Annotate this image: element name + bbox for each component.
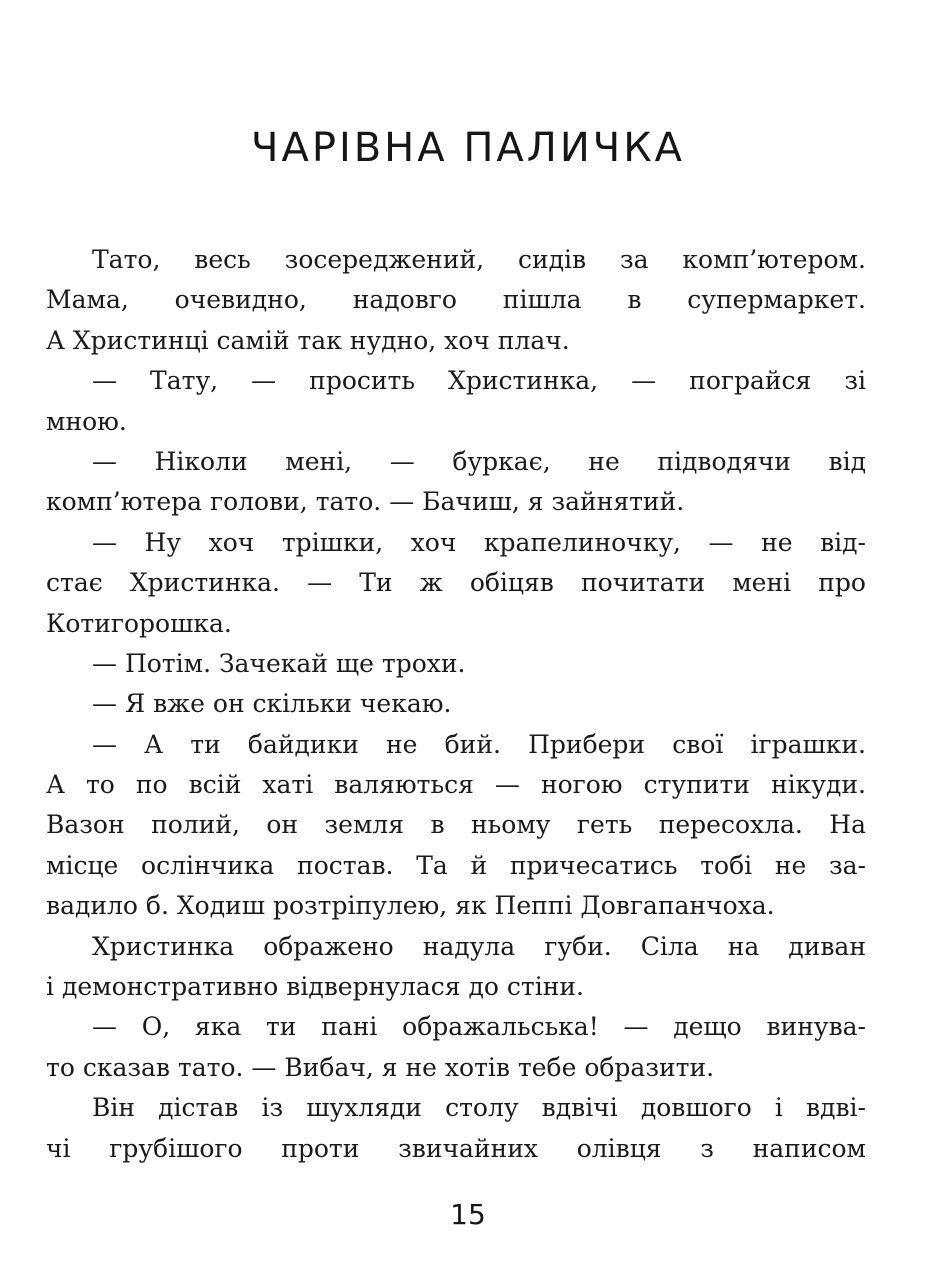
text-line: Тато, весь зосереджений, сидів за комп’ютером.: [92, 245, 866, 274]
text-line: і демонстративно відвернулася до стіни.: [46, 972, 584, 1002]
page-number: 15: [450, 1198, 486, 1231]
text-line: Котигорошка.: [46, 608, 232, 638]
text-line: — Я вже он скільки чекаю.: [92, 689, 452, 719]
text-line: мною.: [46, 406, 127, 436]
text-line: Вазон полий, он земля в ньому геть пересохла. На: [46, 810, 866, 840]
text-line: А Христинці самій так нудно, хоч плач.: [46, 325, 570, 355]
text-line: — Ніколи мені, — буркає, не підводячи від: [92, 446, 866, 476]
text-line: — О, яка ти пані ображальська! — дещо винува-: [92, 1012, 866, 1042]
text-line: — А ти байдики не бий. Прибери свої іграшки.: [92, 729, 866, 759]
text-line: Він дістав із шухляди столу вдвічі довшого і вдві-: [92, 1093, 866, 1123]
text-line: — Потім. Зачекай ще трохи.: [92, 648, 466, 678]
text-line: комп’ютера голови, тато. — Бачиш, я зайнятий.: [46, 487, 685, 517]
text-line: А то по всій хаті валяються — ногою ступити нікуди.: [46, 770, 866, 800]
text-line: вадило б. Ходиш розтріпулею, як Пеппі Довгапанчоха.: [46, 891, 775, 921]
text-line: чі грубішого проти звичайних олівця з написом: [46, 1133, 866, 1163]
text-line: — Ну хоч трішки, хоч крапелиночку, — не від-: [92, 527, 866, 557]
text-line: Мама, очевидно, надовго пішла в супермаркет.: [46, 285, 866, 315]
text-line: стає Христинка. — Ти ж обіцяв почитати мені про: [46, 568, 866, 598]
text-line: місце ослінчика постав. Та й причесатись тобі не за-: [46, 850, 866, 880]
body-text: [46, 240, 866, 1169]
text-line: Христинка ображено надула губи. Сіла на диван: [92, 931, 866, 961]
text-line: — Тату, — просить Христинка, — пограйся зі: [92, 366, 866, 396]
chapter-title: ЧАРІВНА ПАЛИЧКА: [251, 125, 685, 171]
text-line: то сказав тато. — Вибач, я не хотів тебе образити.: [46, 1052, 715, 1082]
